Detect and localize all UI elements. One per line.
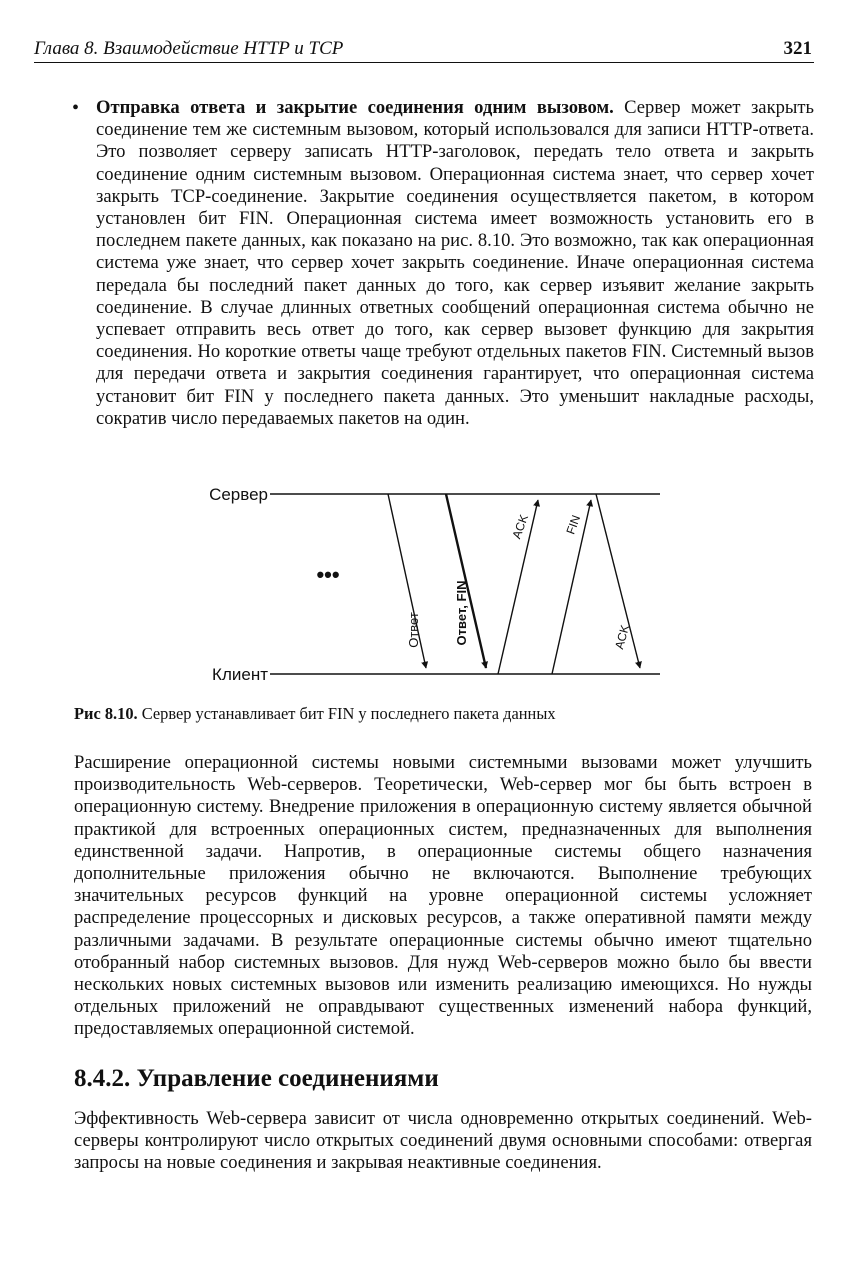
bullet-paragraph <box>96 97 814 430</box>
label-response: Ответ <box>406 612 421 648</box>
label-response-fin: Ответ, FIN <box>454 580 469 646</box>
bullet-mark: • <box>72 97 80 119</box>
caption-label: Рис 8.10. <box>74 704 138 723</box>
section-paragraph: Эффективность Web-сервера зависит от числа одновременно открытых соединений. Web-серверы контролируют число открытых соединений двумя основными способами: отвергая запросы на новые соединения и закрывая неактивные соединения. <box>74 1108 812 1174</box>
label-fin-from-client: FIN <box>563 513 584 537</box>
ellipsis-dots: ••• <box>316 562 340 587</box>
bullet-body: Сервер может закрыть соединение тем же системным вызовом, который использовался для записи HTTP-ответа. Это позволяет серверу записать HTTP-заголовок, передать тело ответа и закрыть соединение одним системным вызовом. Операционная система знает, что сервер хочет закрыть TCP-соединение. Закрытие соединения осуществляется пакетом, в котором установлен бит FIN. Операционная система имеет возможность установить его в последнем пакете данных, как показано на рис. 8.10. Это возможно, так как операционная система уже знает, что сервер хочет закрыть соединение. Иначе операционная система передала бы последний пакет данных до того, как сервер изъявит желание закрыть соединение. В случае длинных ответных сообщений операционная система обычно не успевает отправить весь ответ до того, как сервер вызовет функцию для закрытия соединения. Но короткие ответы чаще требуют отдельных пакетов FIN. Системный вызов для передачи ответа и закрытия соединения гарантирует, что операционная система установит бит FIN у последнего пакета данных. Это уменьшит накладные расходы, сократив число передаваемых пакетов на один. <box>96 97 814 429</box>
bullet-lead: Отправка ответа и закрытие соединения одним вызовом. <box>96 97 614 118</box>
caption-text: Сервер устанавливает бит FIN у последнего пакета данных <box>137 704 556 723</box>
running-head <box>34 34 814 63</box>
body-paragraph: Расширение операционной системы новыми системными вызовами может улучшить производительность Web-серверов. Теоретически, Web-сервер мог бы быть встроен в операционную систему. Внедрение приложения в операционную систему является обычной практикой для встроенных операционных систем, предназначенных для выполнения единственной задачи. Напротив, в операционные системы общего назначения дополнительные приложения обычно не включаются. Выполнение требующих значительных ресурсов функций на уровне операционной системы усложняет распределение процессорных и дисковых ресурсов, а также оперативной памяти между различными задачами. В результате операционные системы обычно имеют тщательно отобранный набор системных вызовов. Для нужд Web-серверов можно было бы ввести нескольких новых системных вызовов или изменить реализацию имеющихся. Но нужды отдельных приложений не оправдывают существенных изменений набора функций, предоставляемых операционной системой. <box>74 752 812 1040</box>
page-number: 321 <box>783 38 812 59</box>
running-title: Глава 8. Взаимодействие HTTP и TCP <box>34 38 344 59</box>
server-label: Сервер <box>209 485 268 504</box>
label-ack-to-client: ACK <box>612 623 633 651</box>
section-heading: 8.4.2. Управление соединениями <box>74 1065 439 1092</box>
label-ack-to-server: ACK <box>509 512 532 541</box>
sequence-diagram <box>190 478 670 688</box>
client-label: Клиент <box>212 665 268 684</box>
figure-caption <box>74 704 814 724</box>
